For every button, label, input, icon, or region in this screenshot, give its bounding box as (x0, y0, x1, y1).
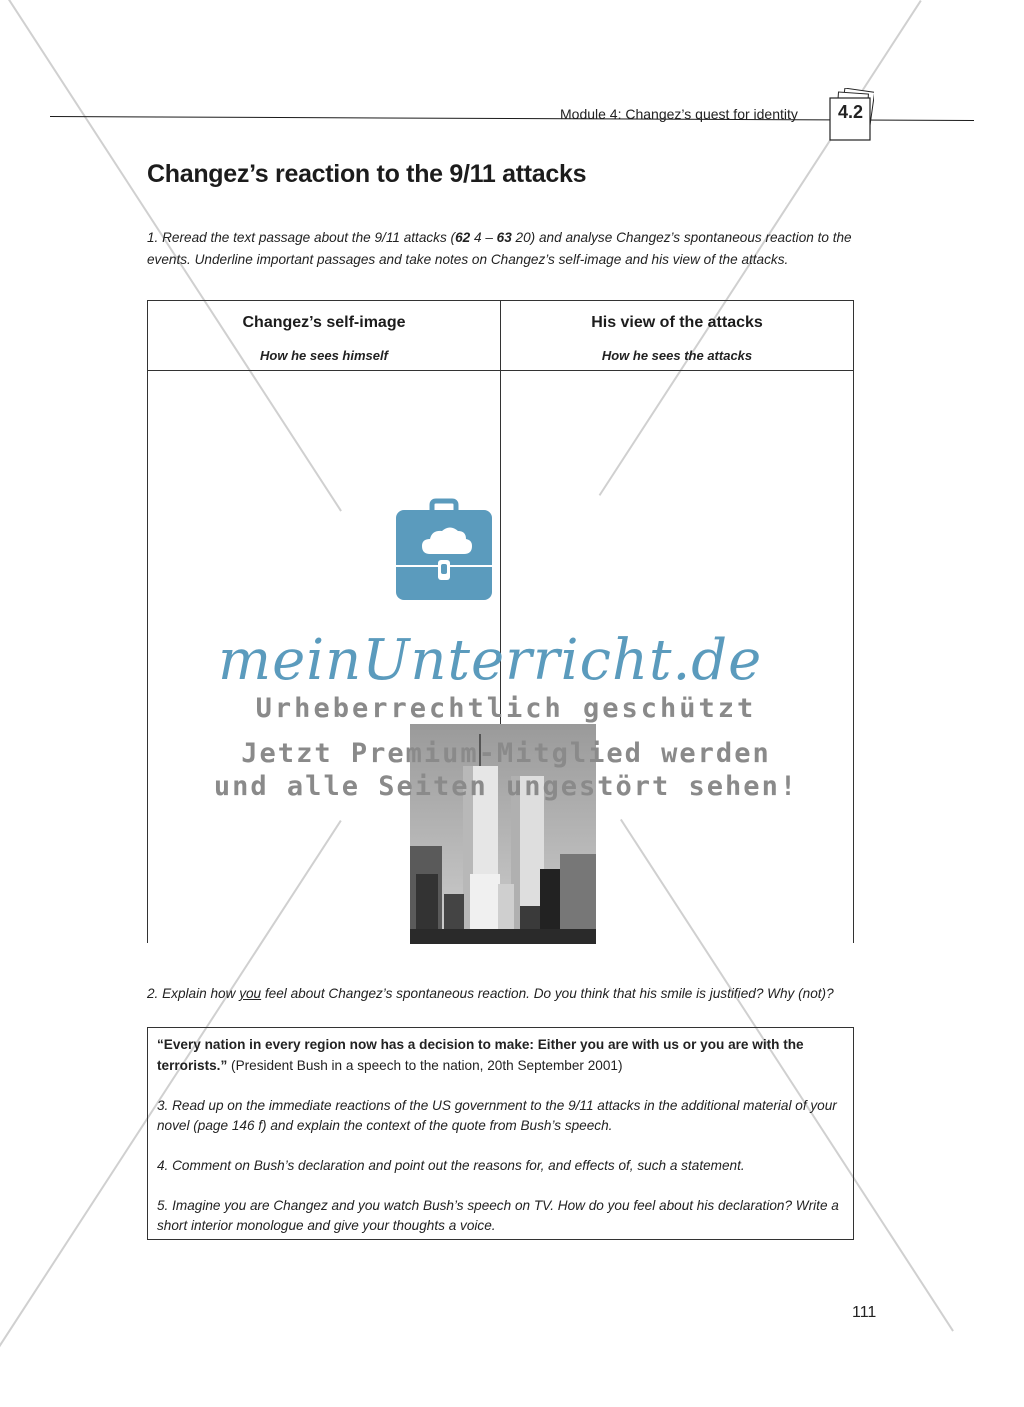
bush-quote: “Every nation in every region now has a decision to make: Either you are with us or you are with the terrorists.” (President Bush in a speech to the nation, 20th September 2001) (157, 1037, 804, 1073)
briefcase-cloud-icon (394, 498, 494, 602)
task-1-instructions: 1. Reread the text passage about the 9/11 attacks (62 4 – 63 20) and analyse Changez’s spontaneous reaction to the events. Underline important passages and take notes on Changez’s self-image and his view of the attacks. (147, 230, 852, 267)
watermark-site-name: meinUnterricht.de (218, 628, 763, 693)
task-2-instructions: 2. Explain how you feel about Changez’s spontaneous reaction. Do you think that his smile is justified? Why (not)? (147, 986, 834, 1001)
column-heading-self-image: Changez’s self-image (242, 314, 406, 331)
task-5-instructions: 5. Imagine you are Changez and you watch Bush’s speech on TV. How do you feel about his declaration? Write a short interior monologue and give your thoughts a voice. (157, 1198, 839, 1233)
page-number: 111 (852, 1304, 877, 1321)
column-heading-view-of-attacks: His view of the attacks (591, 314, 763, 331)
module-label: Module 4: Changez’s quest for identity (560, 106, 798, 122)
column-subheading-view-of-attacks: How he sees the attacks (601, 348, 753, 363)
page-title: Changez’s reaction to the 9/11 attacks (147, 160, 587, 188)
watermark-copyright: Urheberrechtlich geschützt (255, 693, 757, 724)
watermark-premium: Jetzt Premium-Mitglied werden (241, 738, 771, 769)
task-3-instructions: 3. Read up on the immediate reactions of the US government to the 9/11 attacks in the additional material of your novel (page 146 f) and explain the context of the quote from Bush’s speech. (157, 1098, 837, 1133)
watermark-unlock: und alle Seiten ungestört sehen! (213, 771, 799, 802)
column-subheading-self-image: How he sees himself (260, 348, 388, 363)
task-4-instructions: 4. Comment on Bush’s declaration and point out the reasons for, and effects of, such a statement. (157, 1158, 745, 1173)
section-number: 4.2 (838, 102, 864, 122)
